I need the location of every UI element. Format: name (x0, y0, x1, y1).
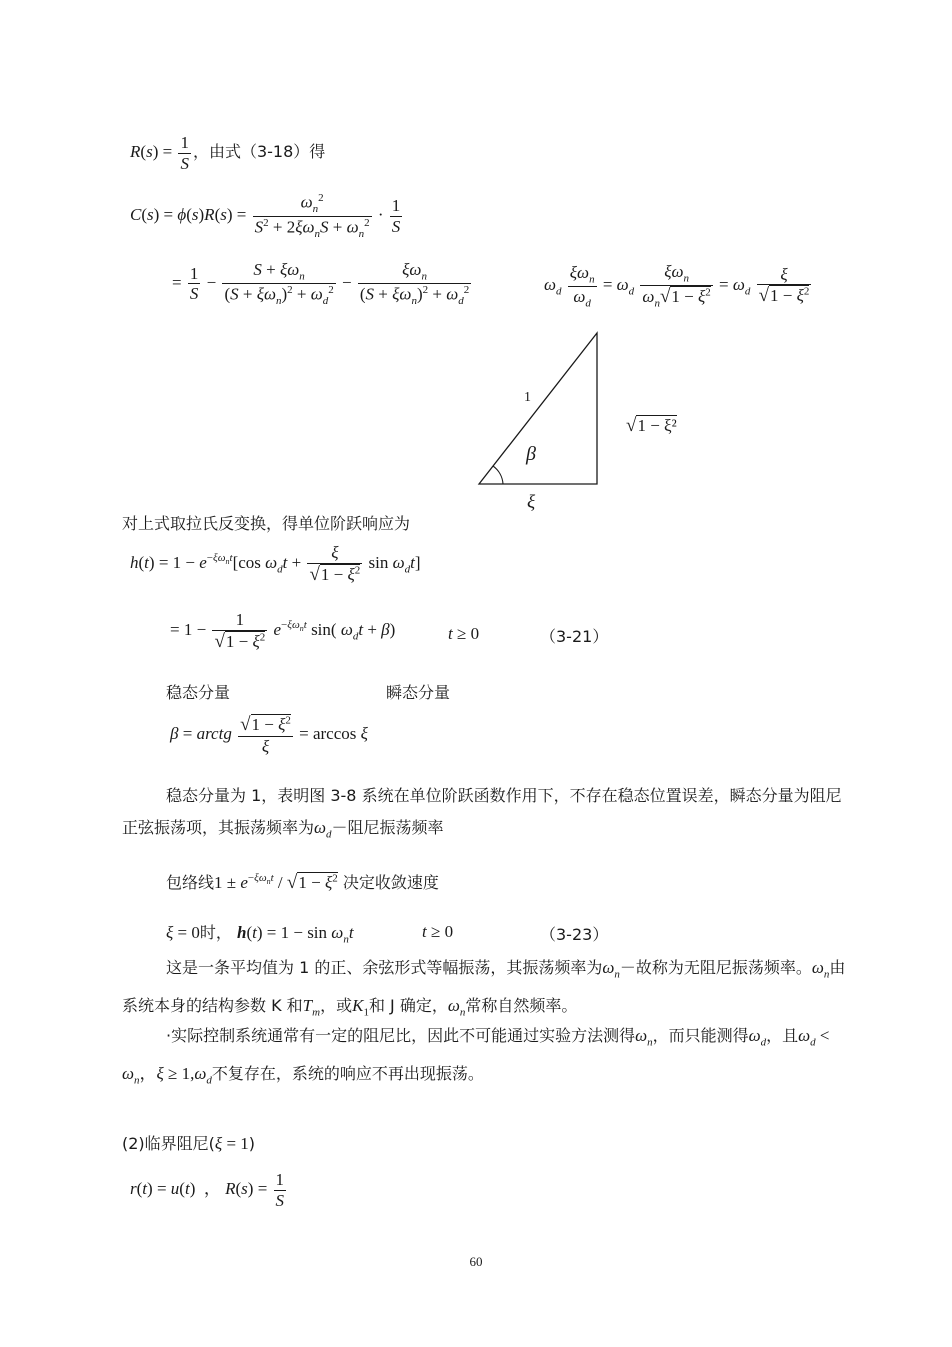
paragraph-damping-c: ，且 (766, 1026, 799, 1045)
eq-unit-step-input: r(t) = u(t) ， R(s) = $\frac{1}{S}$ (130, 1170, 285, 1210)
angle-arc (493, 466, 503, 484)
heading-critical-close: ) (248, 1134, 256, 1153)
text-envelope-label: 包络线 (166, 873, 215, 892)
eq-omega-d-identity: $\omega_d$ $\frac{\xi\omega_n}{\omega_d}$ = $\omega_d$ $\frac{\xi\omega_n}{\omega_n√1 - \xi^2}$ = $\omega_d$ $\frac{\xi}{√1 - \xi^2}$ (544, 262, 810, 310)
eq-C-of-s: C(s) = ϕ(s)R(s) = $\frac{\omega_n^2}{S^2 + 2\xi\omega_nS + \omega_n^2}$ · $\frac{1}{S}$ (130, 192, 401, 240)
triangle-hypotenuse-label: 1 (524, 390, 531, 405)
label-transient-component: 瞬态分量 (386, 683, 451, 702)
paragraph-damping-b: ，而只能测得 (652, 1026, 749, 1045)
eq-h-of-t: $h(t) = 1 - e^{-\xi\omega_nt}[\cos$ $\omega_dt$ + $\frac{\xi}{√1 - \xi^2}$ $\sin \omega_dt$] (130, 543, 421, 585)
paragraph-undamped-d: ，或 (320, 996, 353, 1016)
text-from-eq: ，由式（3-18）得 (192, 141, 326, 161)
triangle-side-value: 1 − ξ² (637, 416, 677, 435)
triangle-angle-label: β (526, 443, 536, 465)
heading-critical-text: (2)临界阻尼( (122, 1134, 215, 1153)
paragraph-damping-ratio: ·实际控制系统通常有一定的阻尼比，因此不可能通过实验方法测得$\omega_n$，而只能测得$\omega_d$，且$\omega_d < \omega_n$，$\xi \ge 1,\omega_d$不复存在，系统的响应不再出现振荡。 (122, 1026, 830, 1087)
heading-critical-damping: (2)临界阻尼(ξ = 1) (122, 1134, 256, 1153)
eq-number-3-21: （3-21） (540, 627, 609, 646)
paragraph-steady-state-tail: －阻尼振荡频率 (331, 818, 444, 837)
paragraph-damping-d: 不复存在，系统的响应不再出现振荡。 (211, 1064, 484, 1084)
paragraph-undamped-b: －故称为无阻尼振荡频率。 (619, 958, 812, 977)
eq-xi-zero: ξ = 0时， $h(t) = 1 - \sin \omega_nt$ (166, 923, 354, 946)
text-xi-zero-when: 时， (199, 923, 232, 942)
eq-partial-fractions: = $\frac{1}{S}$ − $\frac{S + \xi\omega_n}{(S + \xi\omega_n)^2 + \omega_d^2}$ − $\frac{\xi\omega_n}{(S + \xi\omega_n)^2 + \omega_d^2}$ (172, 260, 470, 308)
text-inverse-transform: 对上式取拉氏反变换，得单位阶跃响应为 (122, 514, 411, 533)
text-envelope-tail: 决定收敛速度 (342, 873, 439, 892)
eq-condition-t: t ≥ 0 (448, 624, 480, 643)
paragraph-undamped-c: 由系统本身的结构参数 K 和 (122, 958, 846, 1016)
paragraph-steady-state-text: 稳态分量为 1，表明图 3-8 系统在单位阶跃函数作用下，不存在稳态位置误差，瞬态分量为阻尼正弦振荡项，其振荡频率为 (122, 786, 842, 837)
triangle-side-label: √1 − ξ² (626, 415, 677, 436)
eq-condition-t-2: t ≥ 0 (422, 922, 454, 941)
page-number: 60 (469, 1254, 483, 1269)
eq-beta: β = arctg $\frac{√1 - \xi^2}{\xi}$ = arccos ξ (170, 714, 368, 756)
text-envelope: 包络线$1 \pm e^{-\xi\omega_nt} / √1 - \xi^2$ 决定收敛速度 (166, 872, 439, 893)
triangle-shape (479, 333, 597, 484)
triangle-base-label: ξ (527, 492, 536, 513)
paragraph-steady-state: 稳态分量为 1，表明图 3-8 系统在单位阶跃函数作用下，不存在稳态位置误差，瞬态分量为阻尼正弦振荡项，其振荡频率为$\omega_d-$阻尼振荡频率 (122, 786, 842, 841)
paragraph-undamped-a: 这是一条平均值为 1 的正、余弦形式等幅振荡，其振荡频率为 (166, 958, 603, 977)
paragraph-undamped: 这是一条平均值为 1 的正、余弦形式等幅振荡，其振荡频率为$\omega_n-$故称为无阻尼振荡频率。$\omega_n$由系统本身的结构参数 K 和$T_m$，或$K_1$和 J 确定，$\omega_n$常称自然频率。 (122, 958, 846, 1019)
eq-R-of-s: R(s) = $\frac{1}{S}$ ，由式（3-18）得 (130, 133, 326, 173)
eq-number-3-23: （3-23） (540, 925, 609, 944)
eq-h-of-t-sine-form: = 1 − $\frac{1}{√1 - \xi^2}$ $e^{-\xi\omega_nt}$ sin( $\omega_dt + \beta$) (170, 610, 396, 652)
paragraph-undamped-f: 常称自然频率。 (465, 996, 578, 1016)
paragraph-damping-a: ·实际控制系统通常有一定的阻尼比，因此不可能通过实验方法测得 (166, 1026, 636, 1045)
paragraph-undamped-e: 和 J 确定， (368, 996, 448, 1016)
label-steady-component: 稳态分量 (166, 683, 231, 702)
